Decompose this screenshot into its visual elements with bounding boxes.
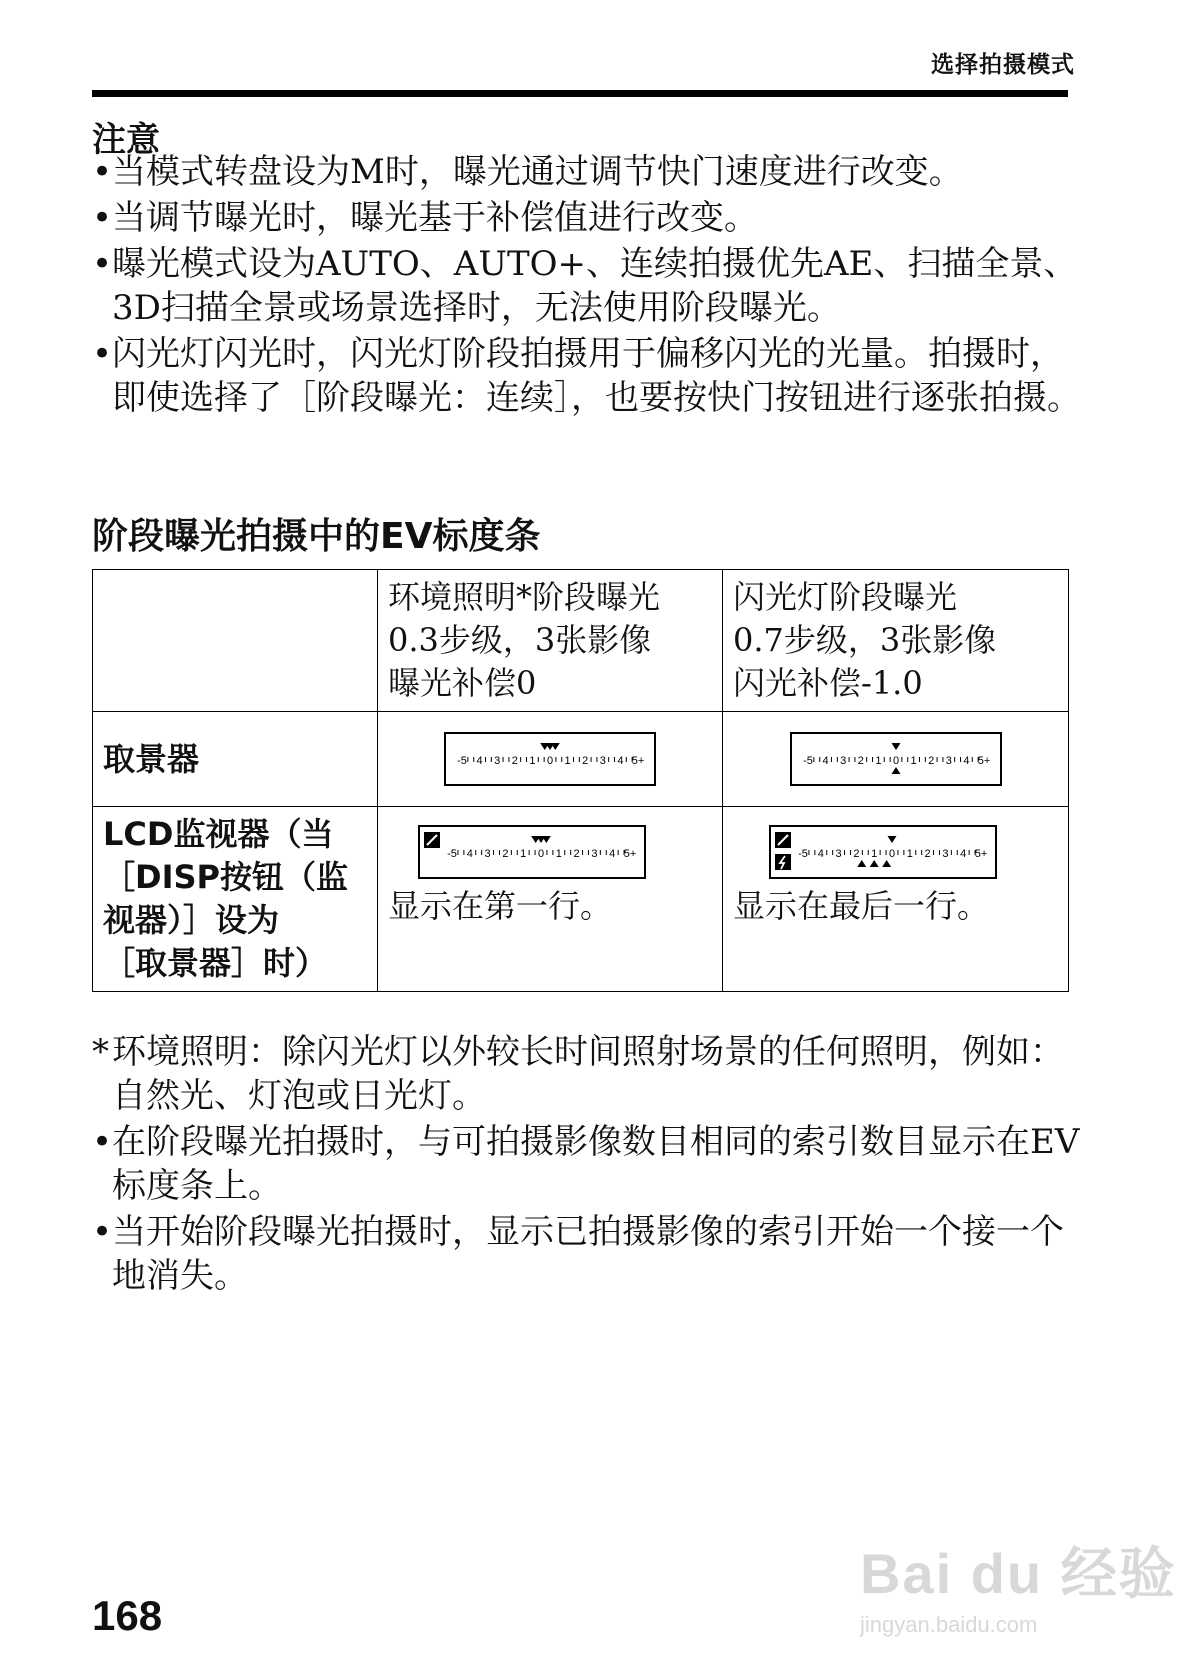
page-header-title: 选择拍摄模式 <box>931 52 1075 78</box>
lcd-row <box>93 807 1069 992</box>
note-item: • 当模式转盘设为M时，曝光通过调节快门速度进行改变。 <box>92 152 963 192</box>
ev-scale-label: 5+ <box>974 848 988 860</box>
ev-scale-label: 1 <box>906 848 913 860</box>
section-heading: 阶段曝光拍摄中的EV标度条 <box>92 516 541 557</box>
ev-scale-label: 3 <box>591 848 598 860</box>
flash-lcd-caption: 显示在最后一行。 <box>733 887 990 925</box>
ev-scale-label: -5 <box>802 755 813 767</box>
ev-scale-label: 2 <box>511 755 518 767</box>
ev-scale-label: -5 <box>798 848 808 860</box>
ev-index-mark-top <box>891 743 900 750</box>
ev-scale-label: 3 <box>839 755 846 767</box>
ev-scale-label: -5 <box>447 848 457 860</box>
ev-scale-table <box>92 569 1069 992</box>
ev-scale-label: 4 <box>960 848 967 860</box>
footnote-item: • 在阶段曝光拍摄时，与可拍摄影像数目相同的索引数目显示在EV标度条上。 <box>92 1122 1080 1206</box>
ev-scale-label: 5+ <box>977 755 990 767</box>
ev-bar-lcd-flash <box>769 825 997 879</box>
ev-index-mark-bottom <box>891 767 900 774</box>
header-rule <box>92 90 1068 97</box>
ambient-header-cell: 环境照明*阶段曝光 0.3步级，3张影像 曝光补偿0 <box>378 570 723 712</box>
ev-scale-label: 2 <box>924 848 931 860</box>
ev-scale-label: 1 <box>529 755 536 767</box>
ev-scale-label: 0 <box>537 848 545 860</box>
ambient-viewfinder-cell <box>378 712 723 807</box>
note-item: • 当调节曝光时，曝光基于补偿值进行改变。 <box>92 198 758 238</box>
ev-bar-viewfinder-ambient <box>444 732 656 786</box>
ev-scale-label: 1 <box>871 848 878 860</box>
ev-scale-label: 4 <box>466 848 473 860</box>
ev-scale-label: 3 <box>599 755 606 767</box>
empty-corner-cell <box>93 570 378 712</box>
flash-viewfinder-cell <box>723 712 1069 807</box>
viewfinder-row <box>93 712 1069 807</box>
ambient-lcd-caption: 显示在第一行。 <box>388 887 613 925</box>
flash-lcd-cell <box>723 807 1069 992</box>
page-number: 168 <box>92 1592 163 1639</box>
notes-heading: 注意 <box>92 120 160 160</box>
ev-scale-label: 5+ <box>631 755 645 767</box>
ev-scale-label: 1 <box>874 755 881 767</box>
ev-scale-label: 1 <box>564 755 571 767</box>
flash-comp-icon <box>775 854 791 870</box>
ev-scale-label: 1 <box>520 848 527 860</box>
ev-bar-viewfinder-flash <box>790 732 1002 786</box>
ev-scale-label: 3 <box>494 755 501 767</box>
ev-scale-label: 2 <box>853 848 860 860</box>
notes-list <box>92 150 1082 422</box>
note-item: • 曝光模式设为AUTO、AUTO+、连续拍摄优先AE、扫描全景、3D扫描全景或场景选择时，无法使用阶段曝光。 <box>92 244 1078 328</box>
ev-scale-label: 2 <box>582 755 589 767</box>
ev-scale-label: 2 <box>502 848 509 860</box>
ev-scale-label: 2 <box>573 848 580 860</box>
footnotes-list <box>92 1030 1082 1300</box>
ev-index-mark-bottom <box>857 860 866 867</box>
ambient-lcd-cell <box>378 807 723 992</box>
ev-scale-label: 4 <box>817 848 824 860</box>
footnote-item: • 当开始阶段曝光拍摄时，显示已拍摄影像的索引开始一个接一个地消失。 <box>92 1212 1064 1296</box>
ev-scale-label: 4 <box>617 755 624 767</box>
baidu-jingyan-watermark <box>860 1530 1177 1638</box>
watermark-url: jingyan.baidu.com <box>860 1612 1038 1637</box>
ev-scale-label: 3 <box>484 848 491 860</box>
ev-scale-label: 3 <box>945 755 952 767</box>
lcd-label: LCD监视器（当 ［DISP按钮（监 视器）］设为 ［取景器］时） <box>93 807 378 992</box>
note-item: • 闪光灯闪光时，闪光灯阶段拍摄用于偏移闪光的光量。拍摄时，即使选择了［阶段曝光：连续］，也要按快门按钮进行逐张拍摄。 <box>92 334 1081 418</box>
ev-scale-label: 4 <box>822 755 829 767</box>
ev-scale-label: 4 <box>476 755 483 767</box>
ev-index-mark-bottom <box>882 860 891 867</box>
ev-scale-label: 2 <box>857 755 864 767</box>
watermark-brand: Bai du 经验 <box>860 1542 1177 1605</box>
ev-scale-label: -5 <box>457 755 467 767</box>
ev-scale-label: 5+ <box>623 848 637 860</box>
ev-scale-label: 2 <box>927 755 934 767</box>
ev-index-mark-top <box>888 836 897 843</box>
ev-bar-lcd-ambient <box>418 825 646 879</box>
ev-scale-label: 4 <box>962 755 969 767</box>
ev-scale-label: 3 <box>942 848 949 860</box>
ev-scale-label: 1 <box>910 755 917 767</box>
ev-scale-label: 1 <box>555 848 562 860</box>
ev-scale-label: 0 <box>888 848 896 860</box>
ev-index-mark-bottom <box>870 860 879 867</box>
flash-header-cell: 闪光灯阶段曝光 0.7步级，3张影像 闪光补偿-1.0 <box>723 570 1069 712</box>
footnote-item: * 环境照明：除闪光灯以外较长时间照射场景的任何照明，例如：自然光、灯泡或日光灯。 <box>92 1032 1064 1116</box>
viewfinder-label: 取景器 <box>93 712 378 807</box>
ev-scale-label: 3 <box>835 848 842 860</box>
ev-scale-label: 0 <box>546 755 554 767</box>
ev-scale-label: 4 <box>609 848 616 860</box>
ev-scale-label: 0 <box>892 755 899 767</box>
table-header-row <box>93 570 1069 712</box>
